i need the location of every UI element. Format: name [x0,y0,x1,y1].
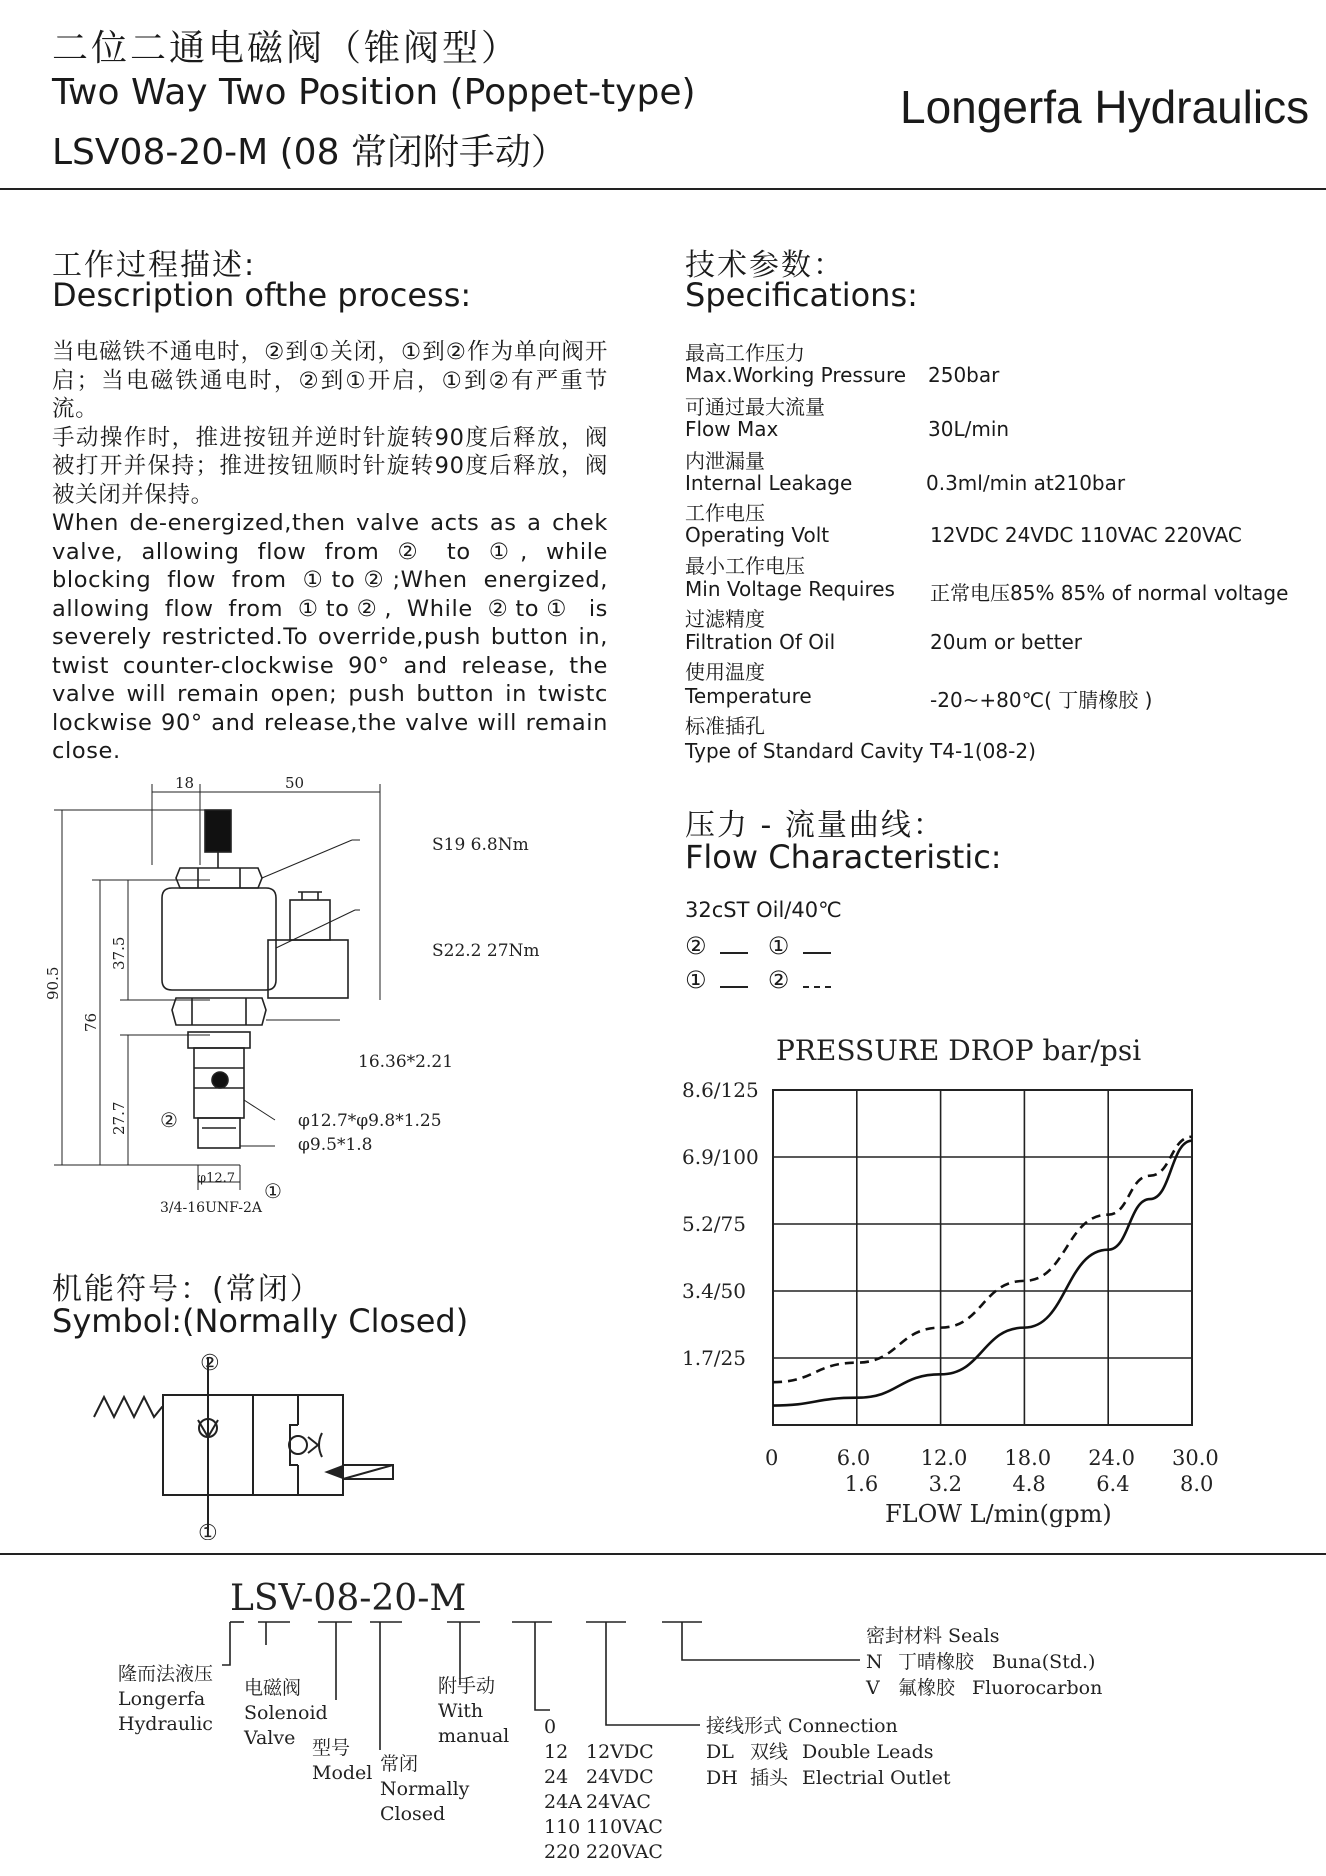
ordering-seg5-cn: 附手动 [438,1675,496,1697]
seal-cn-v: 氟橡胶 [898,1677,956,1699]
voltage-label: 24VAC [586,1791,651,1813]
spec-en-filtration: Filtration Of Oil [685,630,836,654]
ordering-seg3-cn: 型号 [312,1737,351,1759]
voltage-label: 24VDC [586,1766,654,1788]
spec-cn-pressure: 最高工作压力 [685,341,805,365]
page-title-cn: 二位二通电磁阀（锥阀型） [52,28,521,69]
callout-backup-ring: φ12.7*φ9.8*1.25 [298,1111,442,1131]
legend-solid-to: ① [767,932,790,960]
connection-code-dl: DL [706,1741,734,1763]
spec-value-flow: 30L/min [928,417,1010,441]
oil-condition: 32cST Oil/40℃ [685,898,842,922]
chart-x-tick-label: 24.0 [1088,1446,1135,1470]
flow-heading-en: Flow Characteristic: [685,838,1002,876]
dim-76: 76 [82,1012,100,1032]
connection-code-dh: DH [706,1767,738,1789]
ordering-seg1-cn: 隆而法液压 [118,1664,214,1686]
callout-seal: φ9.5*1.8 [298,1135,373,1155]
chart-x-tick-label-gpm: 6.4 [1096,1472,1130,1496]
flow-heading-cn: 压力 - 流量曲线： [685,808,945,843]
chart-y-ticks [682,1078,759,1370]
seal-code-v: V [866,1677,880,1699]
legend-dashed-line-2 [803,986,831,988]
symbol-heading-en: Symbol:(Normally Closed) [52,1302,469,1340]
chart-x-ticks [765,1446,1219,1496]
process-heading-en: Description ofthe process: [52,276,472,314]
voltage-code: 220 [544,1841,581,1863]
seal-code-n: N [866,1651,883,1673]
dim-18: 18 [175,774,195,792]
spec-value-filtration: 20um or better [930,630,1082,654]
dim-thread: 3/4-16UNF-2A [160,1200,262,1216]
specs-heading-cn: 技术参数： [685,248,845,283]
chart-x-tick-label: 6.0 [836,1446,871,1470]
ordering-model-code: LSV-08-20-M [230,1578,467,1619]
voltage-code: 24 [544,1766,569,1788]
valve-dimension-drawing [40,770,600,1230]
legend-row-dashed [685,966,831,994]
brand-name: Longerfa Hydraulics [900,81,1310,133]
chart-x-tick-label: 18.0 [1004,1446,1052,1470]
chart-x-tick-label-gpm: 3.2 [928,1472,963,1496]
chart-y-tick-label: 1.7/25 [682,1346,746,1370]
spec-en-volt: Operating Volt [685,523,830,547]
connection-heading: 接线形式 Connection [706,1715,898,1737]
spec-cn-cavity: 标准插孔 [685,714,765,738]
ordering-seg4-cn: 常闭 [380,1753,419,1775]
callout-s22: S22.2 27Nm [432,941,540,961]
spec-value-leakage: 0.3ml/min at210bar [926,471,1126,495]
process-paragraph-cn-1: 当电磁铁不通电时，②到①关闭，①到②作为单向阀开启；当电磁铁通电时，②到①开启，①到②有严重节流。 [52,339,608,422]
dim-37-5: 37.5 [110,936,128,970]
symbol-port-1: ① [198,1521,218,1540]
voltage-code: 110 [544,1816,581,1838]
callout-oring: 16.36*2.21 [358,1052,454,1072]
spec-value-cavity: T4-1(08-2) [930,739,1036,763]
process-paragraph-cn-2: 手动操作时，推进按钮并逆时针旋转90度后释放，阀被打开并保持；推进按钮顺时针旋转90度后释放，阀被关闭并保持。 [52,424,608,508]
spec-cn-volt: 工作电压 [685,501,765,525]
connection-en-dl: Double Leads [802,1741,934,1763]
chart-y-tick-label: 3.4/50 [682,1279,746,1303]
spec-value-temperature: -20~+80℃( 丁腈橡胶 ) [930,688,1153,712]
seal-en-n: Buna(Std.) [992,1651,1096,1673]
header-divider [0,188,1326,190]
ordering-divider [0,1553,1326,1555]
spec-en-pressure: Max.Working Pressure [685,363,907,387]
chart-title: PRESSURE DROP bar/psi [776,1034,1142,1067]
spec-en-leakage: Internal Leakage [685,471,853,495]
ordering-seg5-en1: With [438,1700,484,1722]
dim-90-5: 90.5 [44,966,62,1000]
spec-cn-flow: 可通过最大流量 [685,395,825,419]
ordering-seg2-cn: 电磁阀 [244,1677,302,1699]
seals-heading: 密封材料 Seals [866,1625,1000,1647]
page-title-en: Two Way Two Position (Poppet-type) [52,72,696,113]
symbol-port-2: ② [200,1351,220,1377]
spec-en-temperature: Temperature [685,684,812,708]
connection-en-dh: Electrial Outlet [802,1767,951,1789]
chart-frame [773,1090,1192,1425]
ordering-seg2-en2: Valve [244,1727,296,1749]
chart-x-tick-label-gpm: 4.8 [1012,1472,1046,1496]
legend-dashed-line [720,986,748,988]
ordering-seg5-en2: manual [438,1725,510,1747]
chart-x-tick-label-gpm: 8.0 [1180,1472,1214,1496]
ordering-seg3-en1: Model [312,1762,373,1784]
ordering-seg4-en2: Closed [380,1803,446,1825]
chart-y-tick-label: 8.6/125 [682,1078,759,1102]
voltage-code: 24A [544,1791,582,1813]
ordering-code-diagram [0,1560,1326,1876]
drawing-port-2: ② [160,1108,178,1132]
chart-x-tick-label: 0 [765,1446,779,1470]
legend-row-solid [685,932,831,960]
ordering-seg1-en1: Longerfa [118,1688,206,1710]
voltage-code: 0 [544,1716,557,1738]
legend-solid-from: ② [685,932,707,960]
chart-y-tick-label: 6.9/100 [682,1145,759,1169]
chart-series [773,1137,1192,1406]
chart-x-tick-label: 12.0 [920,1446,968,1470]
connection-cn-dh: 插头 [750,1767,789,1789]
specs-heading-en: Specifications: [685,276,918,314]
legend-dashed-from: ① [685,966,707,994]
chart-y-tick-label: 5.2/75 [682,1212,746,1236]
ordering-seg4-en1: Normally [380,1778,470,1800]
spec-cn-minvolt: 最小工作电压 [685,554,805,578]
legend-solid-line [720,952,748,954]
process-heading-cn: 工作过程描述: [52,248,257,283]
model-line: LSV08-20-M (08 常闭附手动） [52,132,567,173]
spec-en-cavity: Type of Standard Cavity [685,739,924,763]
spec-en-minvolt: Min Voltage Requires [685,577,895,601]
spec-cn-temperature: 使用温度 [685,660,765,684]
spec-en-flow: Flow Max [685,417,779,441]
chart-x-tick-label: 30.0 [1172,1446,1219,1470]
seal-cn-n: 丁晴橡胶 [898,1651,975,1673]
dim-27-7: 27.7 [110,1101,128,1135]
spec-value-pressure: 250bar [928,363,1000,387]
chart-grid [773,1090,1192,1425]
voltage-label: 110VAC [586,1816,663,1838]
ordering-seg2-en1: Solenoid [244,1702,328,1724]
process-description [52,338,608,766]
chart-series-line-2 [773,1137,1192,1382]
chart-x-tick-label-gpm: 1.6 [844,1472,879,1496]
callout-s19: S19 6.8Nm [432,835,529,855]
dim-50: 50 [285,774,305,792]
spec-cn-filtration: 过滤精度 [685,607,765,631]
voltage-options [544,1716,663,1863]
voltage-label: 220VAC [586,1841,663,1863]
chart-x-label: FLOW L/min(gpm) [885,1500,1112,1528]
symbol-heading-cn: 机能符号：(常闭） [52,1272,322,1307]
connection-cn-dl: 双线 [750,1741,789,1763]
spec-cn-leakage: 内泄漏量 [685,449,765,473]
process-paragraph-en: When de-energized,then valve acts as a chek valve, allowing flow from ② to ①, while blocking flow from ①to②;When energized, allowing flow from ①to②, While ②to① is severely restricted.To override,push button in, twist counter-clockwise 90° and release, the valve will remain open; push button in twistc lockwise 90° and release,the valve will remain close. [52,510,608,764]
pressure-drop-chart [670,1025,1270,1545]
legend-dashed-to: ② [767,966,790,994]
voltage-label: 12VDC [586,1741,654,1763]
spec-value-minvolt: 正常电压85% 85% of normal voltage [930,581,1289,605]
ordering-seg1-en2: Hydraulic [118,1713,213,1735]
dim-phi-12-7: φ12.7 [197,1171,236,1186]
spec-value-volt: 12VDC 24VDC 110VAC 220VAC [930,523,1242,547]
legend-solid-line-2 [803,952,831,954]
hydraulic-symbol [80,1345,420,1540]
drawing-port-1: ① [264,1179,282,1203]
voltage-code: 12 [544,1741,569,1763]
seal-en-v: Fluorocarbon [972,1677,1103,1699]
